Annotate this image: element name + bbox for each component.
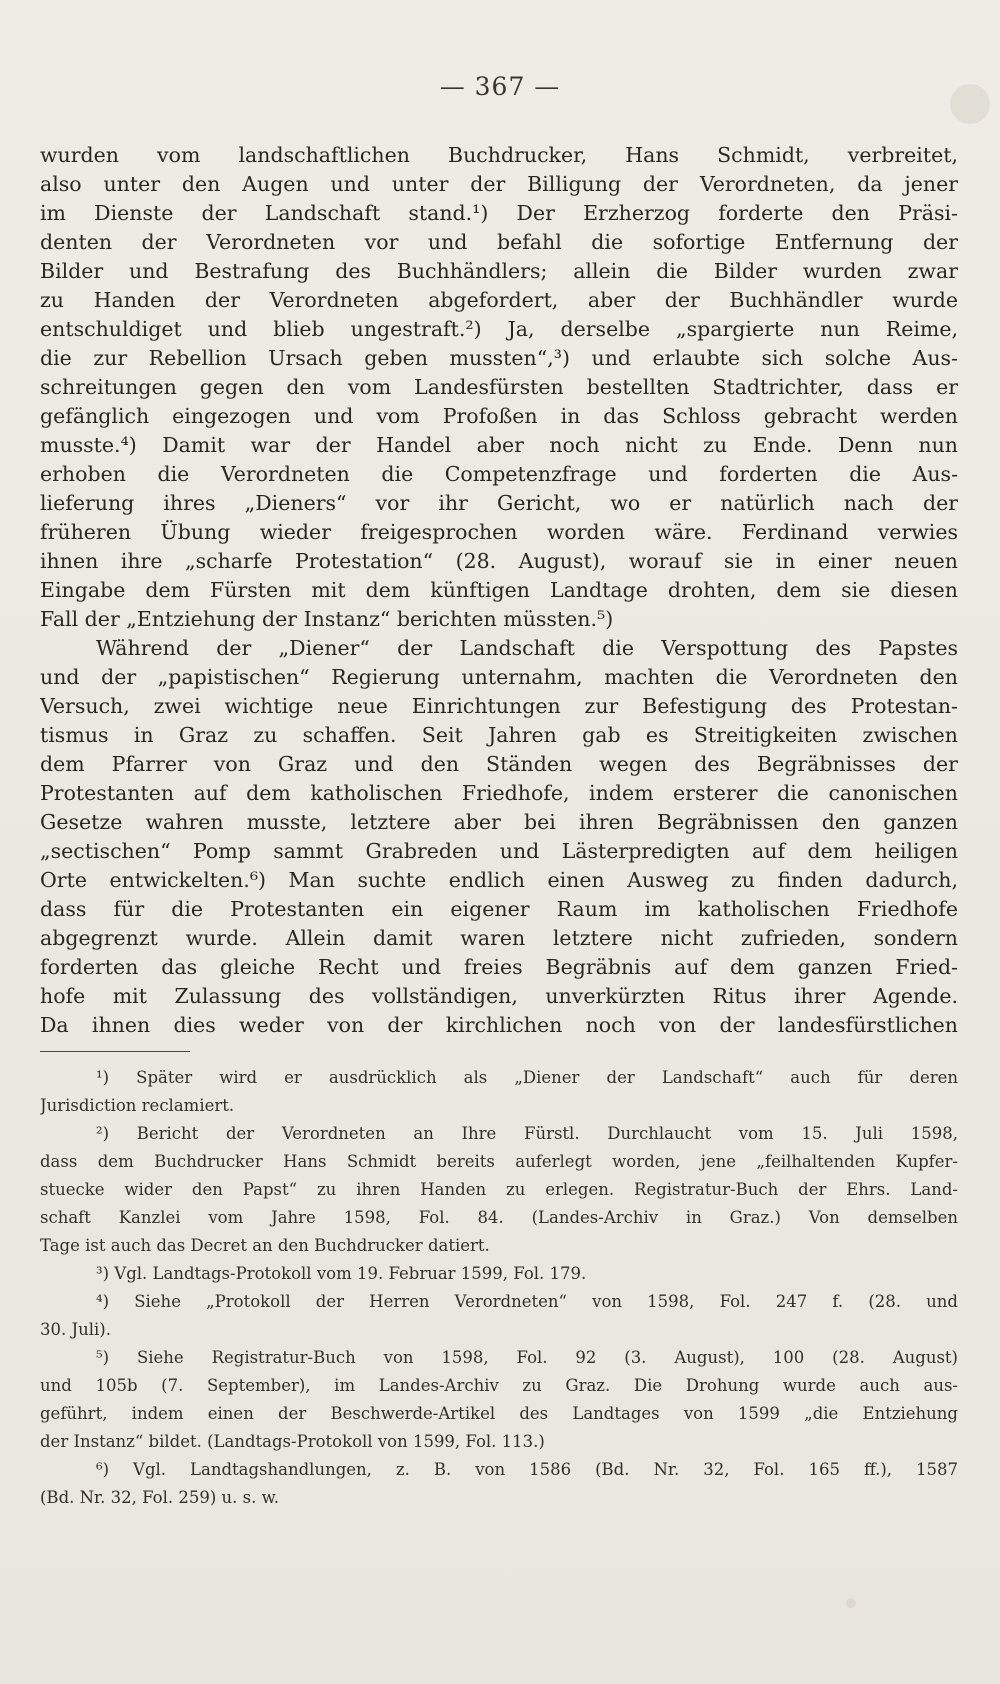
footnote-line: und 105b (7. September), im Landes-Archiv zu Graz. Die Drohung wurde auch aus- [40, 1376, 958, 1395]
footnote-line: 30. Juli). [40, 1320, 111, 1339]
body-text [40, 141, 958, 1040]
text-line: denten der Verordneten vor und befahl die sofortige Entfernung der [40, 230, 958, 254]
text-line: dass für die Protestanten ein eigener Raum im katholischen Friedhofe [40, 897, 958, 921]
footnote-line: stuecke wider den Papst“ zu ihren Handen zu erlegen. Registratur-Buch der Ehrs. Land- [40, 1180, 958, 1199]
footnote-line: der Instanz“ bildet. (Landtags-Protokoll von 1599, Fol. 113.) [40, 1432, 545, 1451]
footnote-line: ⁵) Siehe Registratur-Buch von 1598, Fol. 92 (3. August), 100 (28. August) [96, 1348, 958, 1367]
footnote-separator [40, 1051, 190, 1052]
footnote-line: ⁴) Siehe „Protokoll der Herren Verordneten“ von 1598, Fol. 247 f. (28. und [96, 1292, 958, 1311]
text-line: Orte entwickelten.⁶) Man suchte endlich einen Ausweg zu finden dadurch, [40, 868, 958, 892]
text-line: lieferung ihres „Dieners“ vor ihr Gericht, wo er natürlich nach der [40, 491, 958, 515]
footnote-line: Tage ist auch das Decret an den Buchdrucker datiert. [40, 1236, 490, 1255]
text-line: gefänglich eingezogen und vom Profoßen in das Schloss gebracht werden [40, 404, 958, 428]
text-line: wurden vom landschaftlichen Buchdrucker, Hans Schmidt, verbreitet, [40, 143, 958, 167]
text-line: also unter den Augen und unter der Billigung der Verordneten, da jener [40, 172, 958, 196]
text-line: hofe mit Zulassung des vollständigen, unverkürzten Ritus ihrer Agende. [40, 984, 958, 1008]
text-line: Da ihnen dies weder von der kirchlichen noch von der landesfürstlichen [40, 1013, 958, 1037]
footnote-line: Jurisdiction reclamiert. [40, 1096, 235, 1115]
text-line: forderten das gleiche Recht und freies Begräbnis auf dem ganzen Fried- [40, 955, 958, 979]
paragraph-start-line: Während der „Diener“ der Landschaft die Verspottung des Papstes [96, 636, 958, 660]
text-line: abgegrenzt wurde. Allein damit waren letztere nicht zufrieden, sondern [40, 926, 958, 950]
footnote-line: (Bd. Nr. 32, Fol. 259) u. s. w. [40, 1488, 280, 1507]
text-line: früheren Übung wieder freigesprochen worden wäre. Ferdinand verwies [40, 520, 958, 544]
text-line: schreitungen gegen den vom Landesfürsten bestellten Stadtrichter, dass er [40, 375, 958, 399]
text-line: im Dienste der Landschaft stand.¹) Der Erzherzog forderte den Präsi- [40, 201, 958, 225]
footnote-line: schaft Kanzlei vom Jahre 1598, Fol. 84. (Landes-Archiv in Graz.) Von demselben [40, 1208, 958, 1227]
text-line: Eingabe dem Fürsten mit dem künftigen Landtage drohten, dem sie diesen [40, 578, 958, 602]
footnote-line: ⁶) Vgl. Landtagshandlungen, z. B. von 1586 (Bd. Nr. 32, Fol. 165 ff.), 1587 [96, 1460, 958, 1479]
text-line: entschuldiget und blieb ungestraft.²) Ja, derselbe „spargierte nun Reime, [40, 317, 958, 341]
text-line: musste.⁴) Damit war der Handel aber noch nicht zu Ende. Denn nun [40, 433, 958, 457]
text-line: tismus in Graz zu schaffen. Seit Jahren gab es Streitigkeiten zwischen [40, 723, 958, 747]
paper-stain [846, 1598, 856, 1608]
page-number: — 367 — [439, 72, 561, 101]
text-line: Versuch, zwei wichtige neue Einrichtungen zur Befestigung des Protestan- [40, 694, 958, 718]
text-line: dem Pfarrer von Graz und den Ständen wegen des Begräbnisses der [40, 752, 958, 776]
text-line: zu Handen der Verordneten abgefordert, aber der Buchhändler wurde [40, 288, 958, 312]
footnote-line: ²) Bericht der Verordneten an Ihre Fürstl. Durchlaucht vom 15. Juli 1598, [96, 1124, 958, 1143]
text-line: „sectischen“ Pomp sammt Grabreden und Lästerpredigten auf dem heiligen [40, 839, 958, 863]
text-line: Protestanten auf dem katholischen Friedhofe, indem ersterer die canonischen [40, 781, 958, 805]
text-line: erhoben die Verordneten die Competenzfrage und forderten die Aus- [40, 462, 958, 486]
footnotes [40, 1064, 958, 1512]
text-line: ihnen ihre „scharfe Protestation“ (28. August), worauf sie in einer neuen [40, 549, 958, 573]
footnote-line: ¹) Später wird er ausdrücklich als „Diener der Landschaft“ auch für deren [96, 1068, 958, 1087]
text-line: die zur Rebellion Ursach geben mussten“,³) und erlaubte sich solche Aus- [40, 346, 958, 370]
text-line: Fall der „Entziehung der Instanz“ berichten müssten.⁵) [40, 607, 614, 631]
footnote-line: geführt, indem einen der Beschwerde-Artikel des Landtages von 1599 „die Entziehung [40, 1404, 958, 1423]
text-line: Gesetze wahren musste, letztere aber bei ihren Begräbnissen den ganzen [40, 810, 958, 834]
footnote-line: ³) Vgl. Landtags-Protokoll vom 19. Februar 1599, Fol. 179. [96, 1264, 587, 1283]
text-line: Bilder und Bestrafung des Buchhändlers; allein die Bilder wurden zwar [40, 259, 958, 283]
text-line: und der „papistischen“ Regierung unternahm, machten die Verordneten den [40, 665, 958, 689]
footnote-line: dass dem Buchdrucker Hans Schmidt bereits auferlegt worden, jene „feilhaltenden Kupfer- [40, 1152, 958, 1171]
